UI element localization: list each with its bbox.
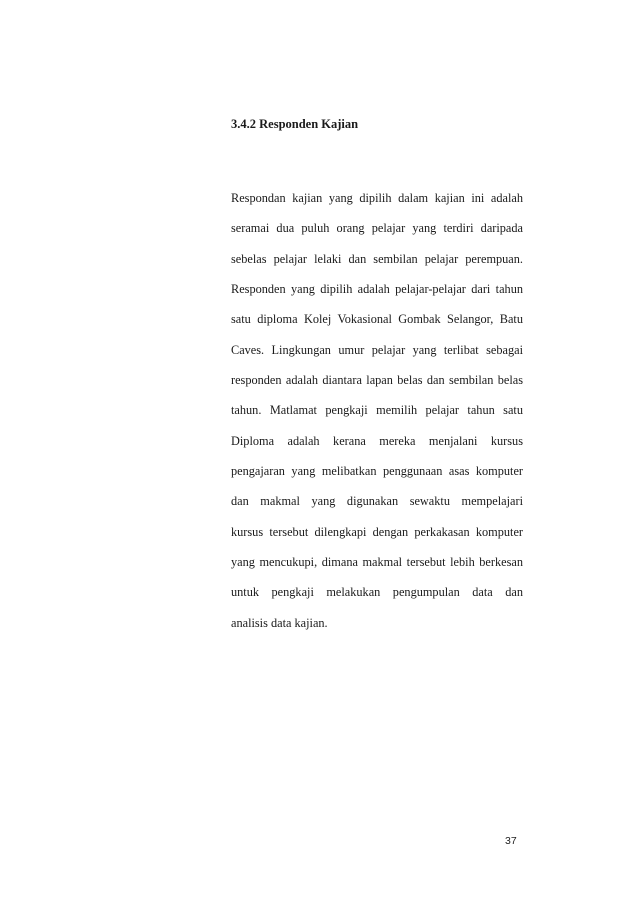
paragraph-line: responden adalah diantara lapan belas dan sembilan belas	[231, 372, 523, 387]
paragraph-line: dan makmal yang digunakan sewaktu mempelajari	[231, 494, 523, 509]
page-number: 37	[505, 835, 517, 847]
body-paragraph	[231, 191, 523, 646]
paragraph-line: Respondan kajian yang dipilih dalam kajian ini adalah	[231, 191, 523, 205]
paragraph-line: satu diploma Kolej Vokasional Gombak Selangor, Batu	[231, 312, 523, 327]
paragraph-line: tahun. Matlamat pengkaji memilih pelajar tahun satu	[231, 403, 523, 418]
section-heading: 3.4.2 Responden Kajian	[231, 117, 359, 131]
paragraph-line: untuk pengkaji melakukan pengumpulan data dan	[231, 585, 523, 600]
paragraph-line: kursus tersebut dilengkapi dengan perkakasan komputer	[231, 524, 523, 539]
paragraph-line: sebelas pelajar lelaki dan sembilan pelajar perempuan.	[231, 251, 523, 266]
paragraph-line: Diploma adalah kerana mereka menjalani kursus	[231, 433, 523, 448]
paragraph-line: seramai dua puluh orang pelajar yang terdiri daripada	[231, 221, 523, 236]
paragraph-line: Responden yang dipilih adalah pelajar-pelajar dari tahun	[231, 281, 523, 296]
paragraph-line: Caves. Lingkungan umur pelajar yang terlibat sebagai	[231, 342, 523, 357]
paragraph-line: pengajaran yang melibatkan penggunaan asas komputer	[231, 463, 523, 478]
paragraph-line: yang mencukupi, dimana makmal tersebut lebih berkesan	[231, 554, 523, 569]
paragraph-line: analisis data kajian.	[231, 615, 328, 630]
